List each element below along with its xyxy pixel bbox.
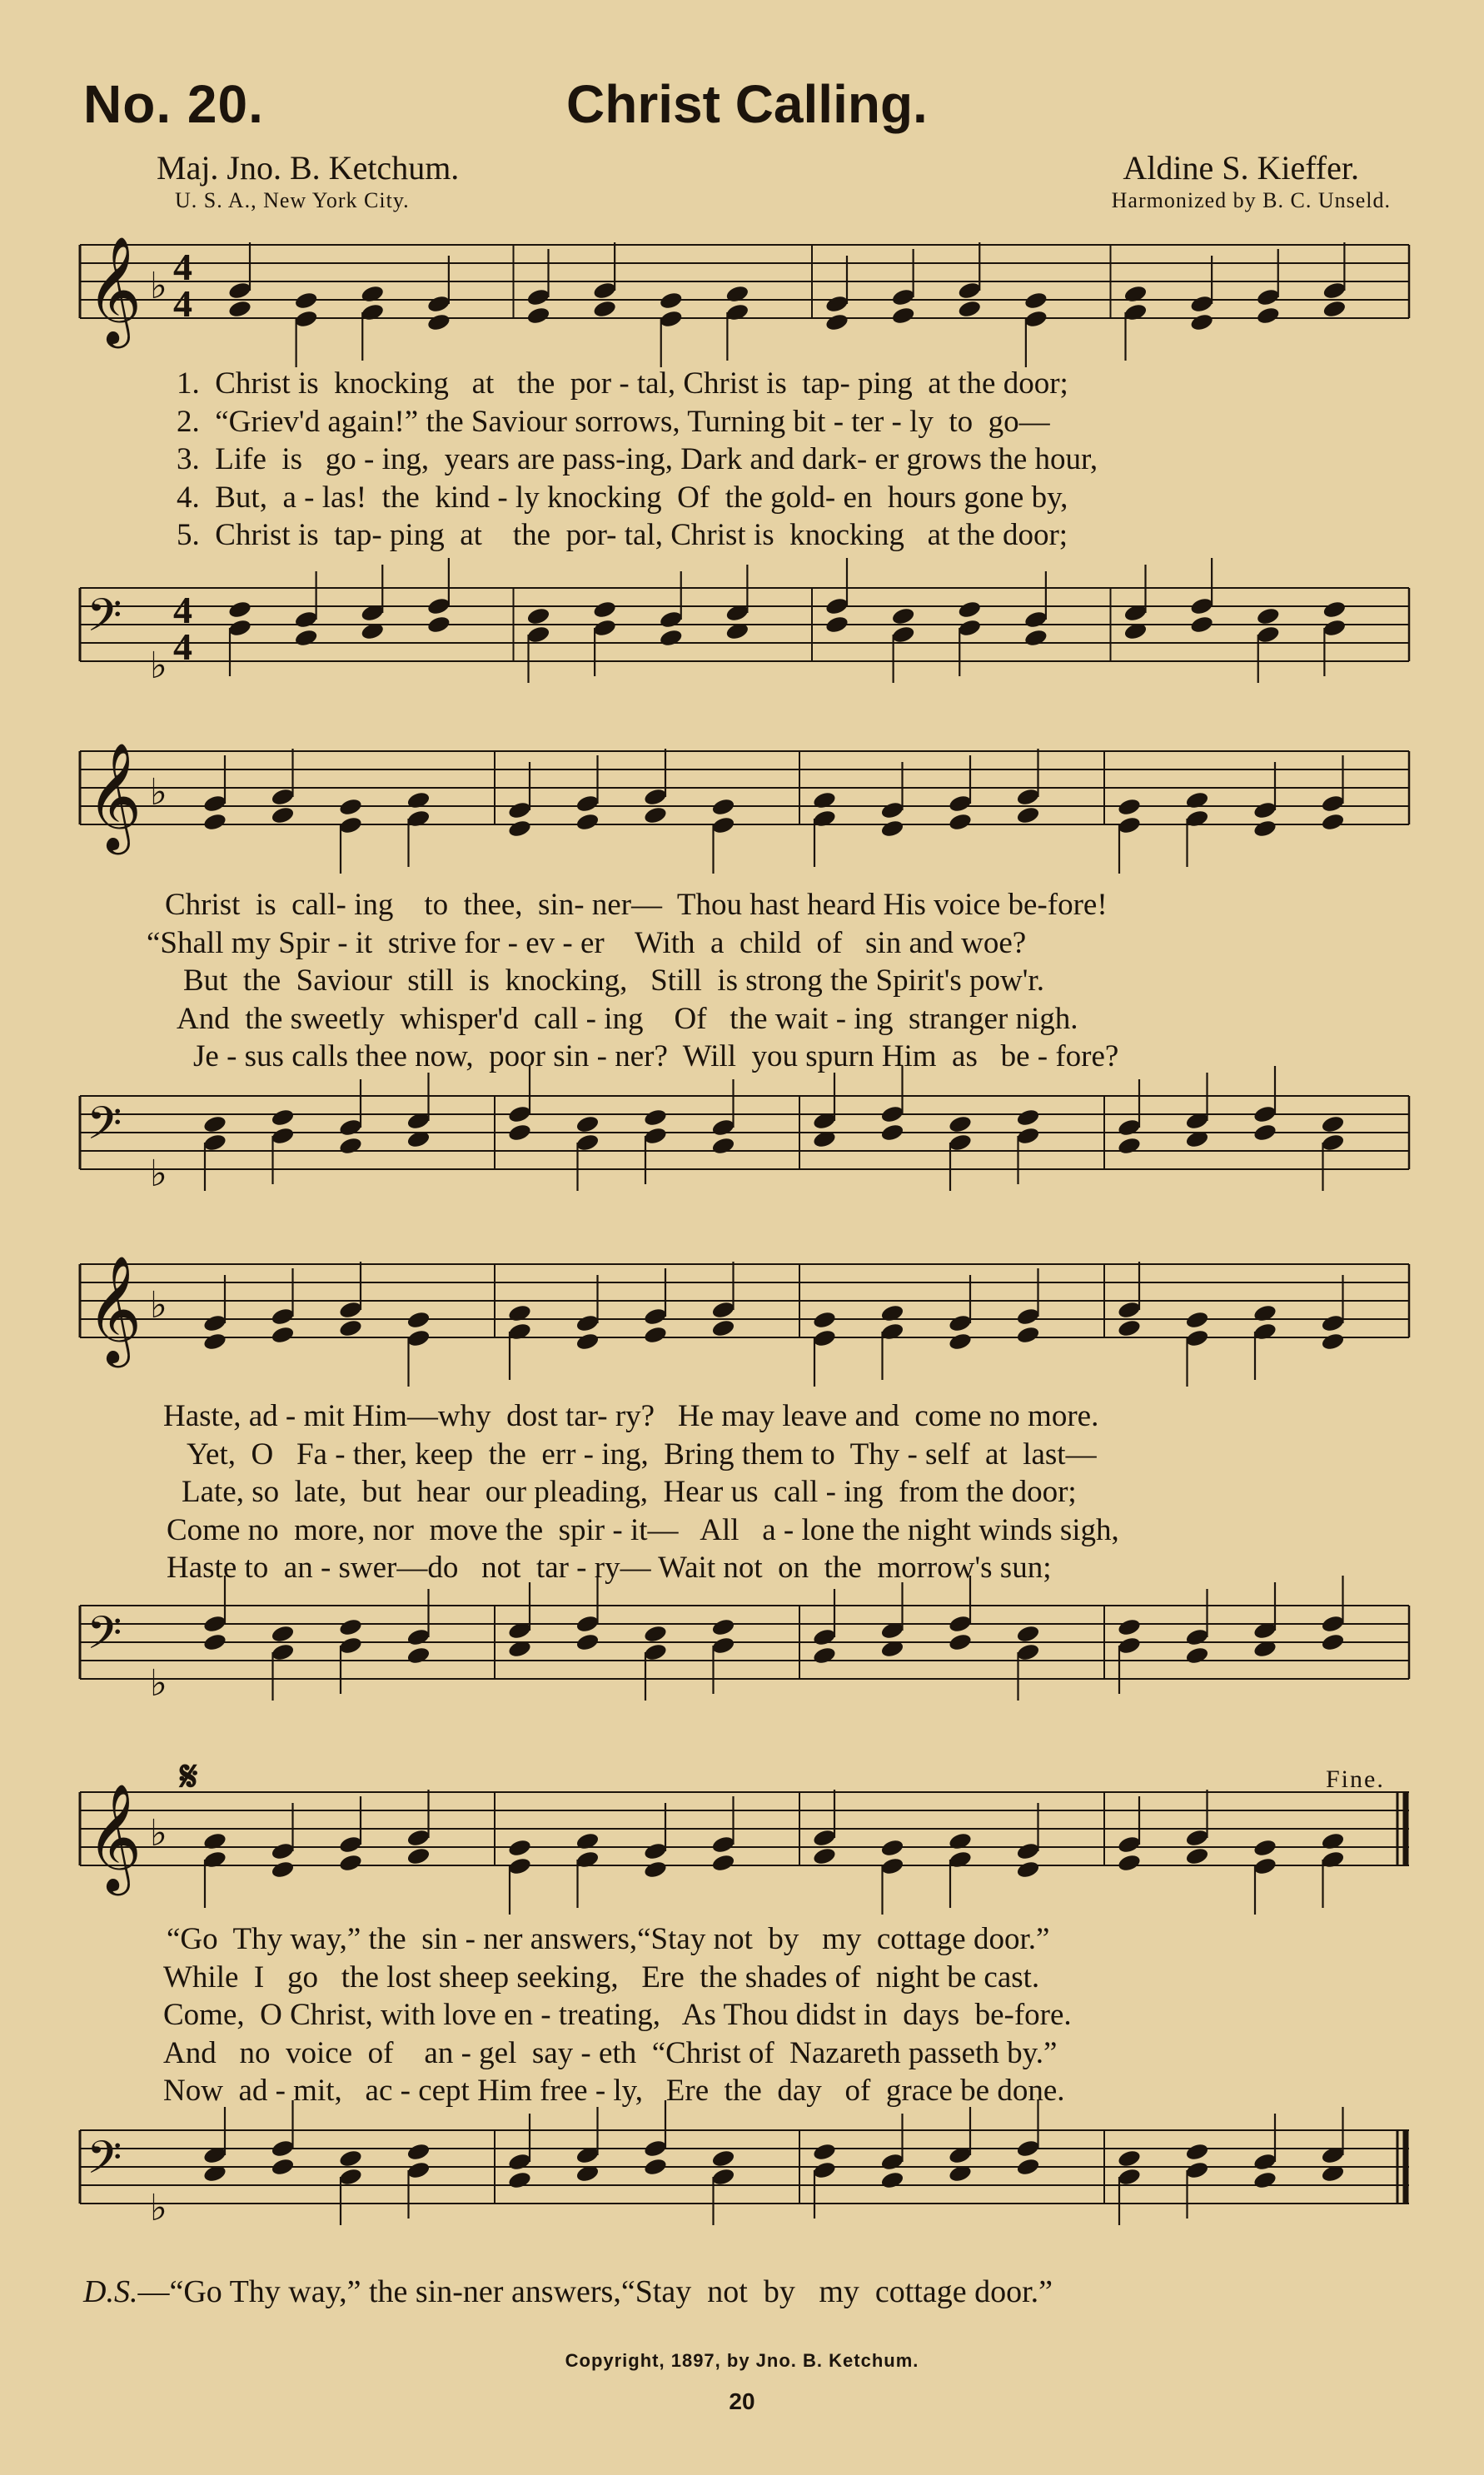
notehead	[406, 1328, 431, 1348]
notehead	[812, 809, 837, 829]
notehead	[1321, 1831, 1346, 1851]
lyric-verse-5: Haste to an - swer—do not tar - ry— Wait not on the morrow's sun;	[167, 1551, 1052, 1585]
notehead	[294, 291, 319, 311]
treble-clef-icon: 𝄞	[87, 236, 142, 344]
time-signature-denominator: 4	[173, 625, 192, 668]
author-affiliation: U. S. A., New York City.	[175, 188, 410, 212]
notehead	[1023, 291, 1048, 311]
notehead	[271, 2139, 296, 2159]
notehead	[1117, 2167, 1142, 2187]
flat-icon: ♭	[150, 2187, 167, 2229]
notehead	[294, 610, 319, 630]
notehead	[948, 1332, 973, 1352]
notehead	[711, 2149, 736, 2169]
notehead	[338, 1853, 363, 1873]
notehead	[271, 1841, 296, 1861]
treble-staff-system-2	[73, 733, 1416, 899]
notehead	[507, 1104, 532, 1124]
notehead	[271, 1325, 296, 1345]
notehead	[202, 1850, 227, 1870]
notehead	[880, 2152, 905, 2172]
notehead	[575, 1831, 600, 1851]
notehead	[426, 312, 451, 332]
notehead	[592, 600, 617, 620]
notehead	[271, 1624, 296, 1644]
flat-icon: ♭	[150, 1284, 167, 1327]
lyric-verse-1: Haste, ad - mit Him—why dost tar- ry? He may leave and come no more.	[163, 1399, 1099, 1433]
flat-icon: ♭	[150, 265, 167, 307]
notehead	[1117, 1853, 1142, 1873]
notehead	[1016, 1307, 1041, 1327]
notehead	[824, 312, 849, 332]
lyric-verse-1: Christ is call- ing to thee, sin- ner— Thou hast heard His voice be-fore!	[165, 888, 1108, 922]
ds-prefix: D.S.	[83, 2274, 138, 2309]
notehead	[1321, 812, 1346, 832]
copyright-notice: Copyright, 1897, by Jno. B. Ketchum.	[565, 2350, 919, 2371]
notehead	[643, 1841, 668, 1861]
notehead	[1023, 628, 1048, 648]
notehead	[824, 615, 849, 635]
notehead	[725, 302, 749, 322]
bass-clef-icon: 𝄢	[87, 589, 122, 653]
treble-clef-icon: 𝄞	[87, 742, 142, 850]
notehead	[1252, 1104, 1277, 1124]
notehead	[1016, 787, 1041, 807]
notehead	[406, 809, 431, 829]
lyric-verse-4: And no voice of an - gel say - eth “Christ of Nazareth passeth by.”	[163, 2035, 1058, 2070]
notehead	[1321, 1614, 1346, 1634]
notehead	[1322, 281, 1347, 301]
notehead	[271, 1642, 296, 1662]
notehead	[880, 1123, 905, 1143]
lyric-verse-5: Je - sus calls thee now, poor sin - ner? Will you spurn Him as be - fore?	[193, 1039, 1119, 1073]
notehead	[575, 794, 600, 814]
notehead	[271, 1108, 296, 1128]
notehead	[1256, 606, 1281, 626]
notehead	[643, 1307, 668, 1327]
notehead	[1023, 610, 1048, 630]
notehead	[202, 1831, 227, 1851]
notehead	[575, 1133, 600, 1153]
lyric-verse-3: Late, so late, but hear our pleading, Hear us call - ing from the door;	[182, 1475, 1077, 1509]
notehead	[891, 606, 916, 626]
notehead	[271, 1126, 296, 1146]
notehead	[1117, 1617, 1142, 1637]
notehead	[812, 1846, 837, 1866]
notehead	[338, 1636, 363, 1656]
notehead	[1189, 615, 1214, 635]
treble-clef-icon: 𝄞	[87, 1255, 142, 1363]
notehead	[575, 1850, 600, 1870]
notehead	[880, 800, 905, 820]
notehead	[711, 1300, 736, 1320]
notehead	[426, 596, 451, 616]
notehead	[1016, 1841, 1041, 1861]
notehead	[426, 615, 451, 635]
notehead	[1016, 1126, 1041, 1146]
notehead	[507, 1856, 532, 1876]
flat-icon: ♭	[150, 1153, 167, 1195]
notehead	[526, 606, 551, 626]
notehead	[1123, 302, 1148, 322]
notehead	[575, 1632, 600, 1652]
composer-credit: Aldine S. Kieffer.	[1123, 149, 1359, 187]
notehead	[294, 628, 319, 648]
notehead	[1185, 2160, 1210, 2180]
notehead	[711, 1835, 736, 1855]
notehead	[880, 1322, 905, 1342]
notehead	[507, 1838, 532, 1858]
lyric-verse-3: Come, O Christ, with love en - treating, As Thou didst in days be-fore.	[163, 1998, 1072, 2032]
notehead	[426, 294, 451, 314]
notehead	[271, 2157, 296, 2177]
notehead	[957, 299, 982, 319]
bass-staff-system-3	[73, 1574, 1416, 1724]
notehead	[1252, 2152, 1277, 2172]
treble-staff-system-3	[73, 1246, 1416, 1412]
notehead	[1016, 1860, 1041, 1880]
notehead	[575, 812, 600, 832]
notehead	[1321, 1133, 1346, 1153]
notehead	[1252, 1303, 1277, 1323]
notehead	[507, 819, 532, 839]
notehead	[1016, 805, 1041, 825]
notehead	[948, 1313, 973, 1333]
notehead	[643, 1860, 668, 1880]
notehead	[643, 1642, 668, 1662]
notehead	[711, 1118, 736, 1138]
notehead	[271, 805, 296, 825]
notehead	[1322, 600, 1347, 620]
lyric-verse-4: 4. But, a - las! the kind - ly knocking Of the gold- en hours gone by,	[177, 480, 1068, 515]
notehead	[643, 1126, 668, 1146]
notehead	[659, 291, 684, 311]
notehead	[711, 1617, 736, 1637]
notehead	[202, 1133, 227, 1153]
notehead	[711, 1853, 736, 1873]
notehead	[507, 2170, 532, 2190]
notehead	[271, 1307, 296, 1327]
notehead	[338, 2149, 363, 2169]
notehead	[1321, 1632, 1346, 1652]
notehead	[643, 2157, 668, 2177]
notehead	[1117, 1300, 1142, 1320]
notehead	[880, 2170, 905, 2190]
lyric-verse-2: 2. “Griev'd again!” the Saviour sorrows, Turning bit - ter - ly to go—	[177, 404, 1050, 439]
notehead	[957, 618, 982, 638]
notehead	[711, 1136, 736, 1156]
notehead	[202, 1313, 227, 1333]
notehead	[360, 302, 385, 322]
notehead	[338, 1136, 363, 1156]
bass-clef-icon: 𝄢	[87, 1097, 122, 1161]
notehead	[271, 787, 296, 807]
notehead	[1117, 2149, 1142, 2169]
lyric-verse-2: “Shall my Spir - it strive for - ev - er With a child of sin and woe?	[147, 925, 1027, 960]
lyric-verse-5: Now ad - mit, ac - cept Him free - ly, Ere the day of grace be done.	[163, 2074, 1065, 2108]
segno-sign: 𝄋	[180, 1753, 198, 1800]
notehead	[1016, 1325, 1041, 1345]
notehead	[1016, 2139, 1041, 2159]
notehead	[659, 309, 684, 329]
treble-clef-icon: 𝄞	[87, 1783, 142, 1891]
hymn-title: Christ Calling.	[566, 74, 928, 134]
notehead	[643, 787, 668, 807]
notehead	[1185, 1627, 1210, 1647]
lyric-verse-4: Come no more, nor move the spir - it— All a - lone the night winds sigh,	[167, 1512, 1119, 1547]
treble-staff-system-4	[73, 1774, 1416, 1940]
notehead	[1252, 1838, 1277, 1858]
notehead	[824, 596, 849, 616]
notehead	[227, 299, 252, 319]
notehead	[1321, 1114, 1346, 1134]
hymn-number: No. 20.	[83, 74, 264, 134]
notehead	[1189, 294, 1214, 314]
notehead	[526, 306, 551, 326]
notehead	[507, 1303, 532, 1323]
notehead	[812, 1627, 837, 1647]
notehead	[202, 1632, 227, 1652]
notehead	[1016, 2157, 1041, 2177]
notehead	[294, 309, 319, 329]
notehead	[338, 1318, 363, 1338]
notehead	[526, 625, 551, 645]
fine-marker: Fine.	[1326, 1765, 1385, 1793]
notehead	[1117, 1118, 1142, 1138]
notehead	[824, 294, 849, 314]
notehead	[338, 1617, 363, 1637]
notehead	[880, 819, 905, 839]
notehead	[1023, 309, 1048, 329]
notehead	[575, 1114, 600, 1134]
lyric-verse-5: 5. Christ is tap- ping at the por- tal, Christ is knocking at the door;	[177, 518, 1068, 552]
notehead	[406, 1646, 431, 1666]
notehead	[880, 1856, 905, 1876]
time-signature-numerator: 4	[173, 589, 192, 631]
notehead	[592, 281, 617, 301]
notehead	[1256, 306, 1281, 326]
notehead	[891, 625, 916, 645]
notehead	[592, 618, 617, 638]
notehead	[406, 1627, 431, 1647]
notehead	[812, 1310, 837, 1330]
notehead	[1117, 1835, 1142, 1855]
notehead	[526, 287, 551, 307]
notehead	[1252, 1123, 1277, 1143]
notehead	[1321, 1313, 1346, 1333]
notehead	[948, 1632, 973, 1652]
notehead	[1016, 1642, 1041, 1662]
notehead	[1117, 1318, 1142, 1338]
notehead	[1185, 1846, 1210, 1866]
flat-icon: ♭	[150, 1662, 167, 1705]
notehead	[1185, 809, 1210, 829]
notehead	[1322, 618, 1347, 638]
bass-staff-system-4	[73, 2099, 1416, 2248]
notehead	[406, 1310, 431, 1330]
notehead	[643, 1325, 668, 1345]
notehead	[338, 1300, 363, 1320]
ds-text: —“Go Thy way,” the sin-ner answers,“Stay not by my cottage door.”	[137, 2274, 1053, 2309]
notehead	[1322, 299, 1347, 319]
notehead	[948, 1831, 973, 1851]
notehead	[202, 812, 227, 832]
notehead	[575, 1313, 600, 1333]
notehead	[338, 1118, 363, 1138]
notehead	[948, 1114, 973, 1134]
notehead	[1016, 1624, 1041, 1644]
notehead	[1321, 1332, 1346, 1352]
flat-icon: ♭	[150, 645, 167, 687]
notehead	[711, 1636, 736, 1656]
notehead	[711, 815, 736, 835]
notehead	[227, 600, 252, 620]
notehead	[659, 628, 684, 648]
notehead	[360, 284, 385, 304]
notehead	[1252, 800, 1277, 820]
notehead	[1185, 1828, 1210, 1848]
notehead	[812, 1646, 837, 1666]
notehead	[575, 1614, 600, 1634]
notehead	[1117, 1136, 1142, 1156]
notehead	[880, 1303, 905, 1323]
notehead	[406, 2142, 431, 2162]
notehead	[812, 790, 837, 810]
bass-clef-icon: 𝄢	[87, 2131, 122, 2195]
notehead	[202, 1614, 227, 1634]
notehead	[202, 1114, 227, 1134]
page-number: 20	[729, 2388, 755, 2414]
notehead	[1252, 1322, 1277, 1342]
notehead	[406, 1828, 431, 1848]
notehead	[1189, 312, 1214, 332]
notehead	[592, 299, 617, 319]
notehead	[711, 797, 736, 817]
notehead	[271, 1860, 296, 1880]
notehead	[812, 2142, 837, 2162]
notehead	[643, 1624, 668, 1644]
bass-staff-system-2	[73, 1064, 1416, 1214]
notehead	[338, 815, 363, 835]
notehead	[227, 281, 252, 301]
notehead	[227, 618, 252, 638]
notehead	[507, 1123, 532, 1143]
notehead	[1117, 1636, 1142, 1656]
notehead	[1321, 1850, 1346, 1870]
notehead	[948, 812, 973, 832]
notehead	[338, 2167, 363, 2187]
notehead	[507, 800, 532, 820]
notehead	[406, 2160, 431, 2180]
notehead	[812, 1328, 837, 1348]
notehead	[659, 610, 684, 630]
time-signature-numerator: 4	[173, 246, 192, 288]
author-credit: Maj. Jno. B. Ketchum.	[157, 149, 460, 187]
notehead	[1185, 1328, 1210, 1348]
notehead	[957, 281, 982, 301]
notehead	[406, 790, 431, 810]
lyric-verse-3: 3. Life is go - ing, years are pass-ing, Dark and dark- er grows the hour,	[177, 442, 1098, 476]
notehead	[202, 794, 227, 814]
harmonizer-credit: Harmonized by B. C. Unseld.	[1111, 188, 1391, 212]
notehead	[1256, 625, 1281, 645]
notehead	[575, 1332, 600, 1352]
notehead	[1016, 1108, 1041, 1128]
notehead	[711, 1318, 736, 1338]
notehead	[957, 600, 982, 620]
lyric-verse-1: 1. Christ is knocking at the por - tal, Christ is tap- ping at the door;	[177, 366, 1068, 401]
notehead	[1256, 287, 1281, 307]
notehead	[406, 1846, 431, 1866]
notehead	[812, 1828, 837, 1848]
notehead	[1252, 2170, 1277, 2190]
notehead	[202, 1332, 227, 1352]
notehead	[1117, 815, 1142, 835]
notehead	[1252, 1856, 1277, 1876]
notehead	[1321, 794, 1346, 814]
notehead	[643, 2139, 668, 2159]
notehead	[880, 1104, 905, 1124]
notehead	[812, 2160, 837, 2180]
lyric-verse-2: While I go the lost sheep seeking, Ere the shades of night be cast.	[163, 1960, 1040, 1994]
notehead	[880, 1838, 905, 1858]
notehead	[1185, 1310, 1210, 1330]
notehead	[507, 2152, 532, 2172]
notehead	[1117, 797, 1142, 817]
dal-segno-line	[83, 2273, 1053, 2310]
notehead	[725, 284, 749, 304]
notehead	[643, 805, 668, 825]
bass-clef-icon: 𝄢	[87, 1606, 122, 1671]
flat-icon: ♭	[150, 771, 167, 814]
notehead	[1185, 1646, 1210, 1666]
notehead	[948, 1850, 973, 1870]
flat-icon: ♭	[150, 1812, 167, 1855]
notehead	[338, 797, 363, 817]
notehead	[1189, 596, 1214, 616]
notehead	[1185, 2142, 1210, 2162]
notehead	[891, 287, 916, 307]
lyric-verse-3: But the Saviour still is knocking, Still is strong the Spirit's pow'r.	[183, 964, 1044, 998]
notehead	[948, 1133, 973, 1153]
notehead	[1185, 790, 1210, 810]
notehead	[643, 1108, 668, 1128]
time-signature-denominator: 4	[173, 282, 192, 325]
notehead	[507, 1322, 532, 1342]
notehead	[948, 794, 973, 814]
notehead	[891, 306, 916, 326]
lyric-verse-1: “Go Thy way,” the sin - ner answers,“Stay not by my cottage door.”	[167, 1922, 1050, 1956]
notehead	[711, 2167, 736, 2187]
notehead	[338, 1835, 363, 1855]
bass-staff-system-1	[73, 556, 1416, 706]
lyric-verse-4: And the sweetly whisper'd call - ing Of the wait - ing stranger nigh.	[177, 1001, 1078, 1036]
notehead	[948, 1614, 973, 1634]
notehead	[1252, 819, 1277, 839]
lyric-verse-2: Yet, O Fa - ther, keep the err - ing, Bring them to Thy - self at last—	[187, 1437, 1097, 1472]
notehead	[1123, 284, 1148, 304]
